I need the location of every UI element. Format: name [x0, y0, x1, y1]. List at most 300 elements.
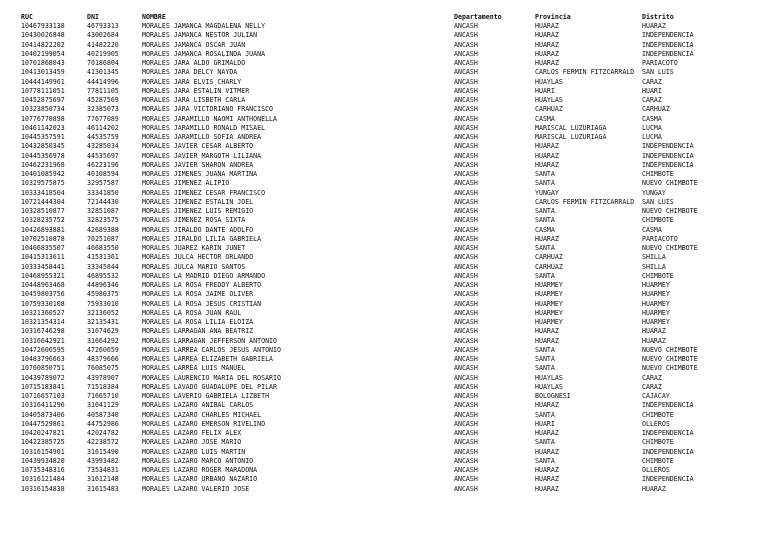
distrito-cell: HUARAZ	[642, 336, 666, 345]
dni-cell: 32823575	[87, 216, 119, 225]
provincia-cell: HUARI	[535, 86, 555, 95]
ruc-cell: 10462231968	[21, 160, 65, 169]
provincia-cell: HUARAZ	[535, 31, 559, 40]
dni-cell: 76085075	[87, 364, 119, 373]
provincia-cell: SANTA	[535, 271, 555, 280]
table-row	[21, 374, 761, 383]
table-row	[21, 337, 761, 346]
table-row	[21, 392, 761, 401]
nombre-cell: MORALES LAZARO EMERSON RIVELINO	[142, 419, 266, 428]
departamento-cell: ANCASH	[454, 216, 478, 225]
dni-cell: 32136052	[87, 308, 119, 317]
provincia-cell: SANTA	[535, 207, 555, 215]
table-row	[21, 429, 761, 438]
nombre-cell: MORALES LA ROSA FREDDY ALBERTO	[142, 281, 262, 289]
table-row	[21, 327, 761, 336]
departamento-cell: ANCASH	[454, 364, 478, 373]
distrito-cell: CASMA	[642, 114, 662, 123]
ruc-cell: 10461142023	[21, 123, 65, 132]
dni-cell: 77811105	[87, 86, 119, 95]
distrito-cell: NUEVO CHIMBOTE	[642, 364, 698, 373]
ruc-cell: 10321354314	[21, 318, 65, 326]
ruc-cell: 10316411296	[21, 401, 65, 410]
dni-cell: 41301345	[87, 68, 119, 77]
table-row	[21, 22, 761, 31]
provincia-cell: HUARAZ	[535, 447, 559, 456]
provincia-cell: MARISCAL LUZURIAGA	[535, 123, 607, 132]
dni-cell: 48379666	[87, 355, 119, 363]
table-row	[21, 198, 761, 207]
provincia-cell: HUARAZ	[535, 475, 559, 484]
distrito-cell: NUEVO CHIMBOTE	[642, 345, 698, 354]
table-row	[21, 272, 761, 281]
dni-cell: 42238572	[87, 438, 119, 447]
dni-cell: 40587340	[87, 410, 119, 419]
provincia-cell: HUARAZ	[535, 49, 559, 58]
departamento-cell: ANCASH	[454, 447, 478, 456]
distrito-cell: HUARI	[642, 86, 662, 95]
dni-cell: 71665710	[87, 392, 119, 400]
dni-cell: 43978907	[87, 373, 119, 382]
ruc-cell: 10316154838	[21, 484, 65, 493]
departamento-cell: ANCASH	[454, 253, 478, 262]
departamento-cell: ANCASH	[454, 86, 478, 95]
ruc-cell: 10735348316	[21, 466, 65, 474]
departamento-cell: ANCASH	[454, 466, 478, 474]
distrito-cell: OLLEROS	[642, 466, 670, 474]
ruc-cell: 10328235752	[21, 216, 65, 225]
table-row	[21, 152, 761, 161]
nombre-cell: MORALES JAMANCA NESTOR JULIAN	[142, 31, 258, 40]
departamento-cell: ANCASH	[454, 31, 478, 40]
provincia-cell: SANTA	[535, 364, 555, 373]
distrito-cell: SAN LUIS	[642, 197, 674, 206]
dni-cell: 45287569	[87, 96, 119, 104]
table-row	[21, 50, 761, 59]
ruc-cell: 10439789072	[21, 373, 65, 382]
nombre-cell: MORALES LAVERIO GABRIELA LIZBETH	[142, 392, 270, 400]
provincia-cell: MARISCAL LUZURIAGA	[535, 133, 607, 141]
table-row	[21, 253, 761, 262]
provincia-cell: HUAYLAS	[535, 373, 563, 382]
nombre-cell: MORALES JIMENES JUANA MARTINA	[142, 170, 258, 178]
distrito-cell: CHIMBOTE	[642, 170, 674, 178]
dni-cell: 33345844	[87, 262, 119, 271]
provincia-cell: CARLOS FERMIN FITZCARRALD	[535, 68, 635, 77]
ruc-cell: 10483796663	[21, 355, 65, 363]
dni-cell: 45980375	[87, 290, 119, 299]
ruc-cell: 10452875697	[21, 96, 65, 104]
departamento-cell: ANCASH	[454, 271, 478, 280]
ruc-cell: 10422385725	[21, 438, 65, 447]
departamento-cell: ANCASH	[454, 392, 478, 400]
table-row	[21, 142, 761, 151]
nombre-cell: MORALES JARA VICTORIANO FRANCISCO	[142, 105, 274, 114]
dni-cell: 43285034	[87, 142, 119, 151]
table-row	[21, 383, 761, 392]
dni-cell: 70186804	[87, 59, 119, 67]
departamento-cell: ANCASH	[454, 336, 478, 345]
table-row	[21, 179, 761, 188]
nombre-cell: MORALES JAVIER CESAR ALBERTO	[142, 142, 254, 151]
departamento-cell: ANCASH	[454, 68, 478, 77]
nombre-cell: MORALES JARA DELCY NAYDA	[142, 68, 238, 77]
distrito-cell: CARAZ	[642, 382, 662, 391]
distrito-cell: CARAZ	[642, 96, 662, 104]
provincia-cell: HUAYLAS	[535, 77, 563, 86]
dni-cell: 77677089	[87, 114, 119, 123]
ruc-cell: 10323850734	[21, 105, 65, 114]
distrito-cell: HUARMEY	[642, 281, 670, 289]
ruc-cell: 10445357591	[21, 133, 65, 141]
dni-cell: 43002684	[87, 31, 119, 40]
provincia-cell: HUARMEY	[535, 308, 563, 317]
nombre-cell: MORALES JAVIER SHARON ANDREA	[142, 160, 254, 169]
provincia-cell: HUAYLAS	[535, 96, 563, 104]
nombre-cell: MORALES JUAREZ KARIN JUNET	[142, 244, 246, 252]
provincia-cell: CARHUAZ	[535, 262, 563, 271]
nombre-cell: MORALES LAZARO FELIX ALEX	[142, 429, 242, 437]
dni-cell: 46683550	[87, 244, 119, 252]
table-row	[21, 346, 761, 355]
distrito-cell: HUARMEY	[642, 299, 670, 308]
table-row	[21, 226, 761, 235]
nombre-cell: MORALES LA ROSA JUAN RAUL	[142, 308, 242, 317]
ruc-cell: 10715183841	[21, 382, 65, 391]
distrito-cell: YUNGAY	[642, 188, 666, 197]
table-row	[21, 170, 761, 179]
dni-cell: 70251087	[87, 234, 119, 243]
provincia-cell: SANTA	[535, 179, 555, 188]
ruc-cell: 10333418504	[21, 188, 65, 197]
ruc-cell: 10448963468	[21, 281, 65, 289]
distrito-cell: OLLEROS	[642, 419, 670, 428]
dni-cell: 32957587	[87, 179, 119, 188]
provincia-cell: SANTA	[535, 170, 555, 178]
ruc-cell: 10467933138	[21, 22, 65, 30]
distrito-cell: HUARAZ	[642, 22, 666, 30]
distrito-cell: PARIACOTO	[642, 59, 678, 67]
nombre-cell: MORALES LAZARO MARCO ANTONIO	[142, 456, 254, 465]
table-row	[21, 189, 761, 198]
table-row	[21, 448, 761, 457]
distrito-cell: HUARAZ	[642, 327, 666, 336]
departamento-cell: ANCASH	[454, 438, 478, 447]
header-nombre: NOMBRE	[142, 13, 166, 21]
table-row	[21, 457, 761, 466]
nombre-cell: MORALES LAZARO ROGER MARADONA	[142, 466, 258, 474]
table-row	[21, 96, 761, 105]
provincia-cell: HUARAZ	[535, 466, 559, 474]
departamento-cell: ANCASH	[454, 429, 478, 437]
provincia-cell: HUARAZ	[535, 336, 559, 345]
table-row	[21, 235, 761, 244]
table-row	[21, 466, 761, 475]
nombre-cell: MORALES JAMANCA MAGDALENA NELLY	[142, 22, 266, 30]
table-row	[21, 318, 761, 327]
provincia-cell: CARHUAZ	[535, 105, 563, 114]
dni-cell: 33341850	[87, 188, 119, 197]
dni-cell: 73534831	[87, 466, 119, 474]
nombre-cell: MORALES JIMENEZ ALIPIO	[142, 179, 230, 188]
distrito-cell: CHIMBOTE	[642, 456, 674, 465]
distrito-cell: INDEPENDENCIA	[642, 49, 694, 58]
nombre-cell: MORALES LAZARO LUIS MARTIN	[142, 447, 246, 456]
departamento-cell: ANCASH	[454, 345, 478, 354]
ruc-cell: 10759330108	[21, 299, 65, 308]
table-row	[21, 68, 761, 77]
departamento-cell: ANCASH	[454, 234, 478, 243]
table-row	[21, 401, 761, 410]
ruc-cell: 10468955321	[21, 271, 65, 280]
provincia-cell: HUARAZ	[535, 327, 559, 336]
dni-cell: 47260659	[87, 345, 119, 354]
header-provincia: Provincia	[535, 13, 571, 21]
departamento-cell: ANCASH	[454, 49, 478, 58]
ruc-cell: 10721444304	[21, 197, 65, 206]
table-row	[21, 59, 761, 68]
distrito-cell: CHIMBOTE	[642, 438, 674, 447]
table-row	[21, 87, 761, 96]
departamento-cell: ANCASH	[454, 123, 478, 132]
ruc-cell: 10316642921	[21, 336, 65, 345]
ruc-cell: 10430026848	[21, 31, 65, 40]
distrito-cell: HUARMEY	[642, 308, 670, 317]
table-row	[21, 124, 761, 133]
departamento-cell: ANCASH	[454, 207, 478, 215]
dni-cell: 44535697	[87, 151, 119, 160]
provincia-cell: SANTA	[535, 410, 555, 419]
distrito-cell: SAN LUIS	[642, 68, 674, 77]
distrito-cell: INDEPENDENCIA	[642, 142, 694, 151]
nombre-cell: MORALES LA ROSA JESUS CRISTIAN	[142, 299, 262, 308]
provincia-cell: HUARI	[535, 419, 555, 428]
dni-cell: 44752986	[87, 419, 119, 428]
nombre-cell: MORALES LAZARO CHARLES MICHAEL	[142, 410, 262, 419]
ruc-cell: 10328510877	[21, 207, 65, 215]
departamento-cell: ANCASH	[454, 318, 478, 326]
dni-cell: 41482220	[87, 40, 119, 49]
ruc-cell: 10466835507	[21, 244, 65, 252]
table-row	[21, 263, 761, 272]
departamento-cell: ANCASH	[454, 410, 478, 419]
ruc-cell: 10445356978	[21, 151, 65, 160]
distrito-cell: INDEPENDENCIA	[642, 31, 694, 40]
distrito-cell: NUEVO CHIMBOTE	[642, 179, 698, 188]
dni-cell: 32385073	[87, 105, 119, 114]
nombre-cell: MORALES JAVIER MARGOTH LILIANA	[142, 151, 262, 160]
distrito-cell: HUARAZ	[642, 484, 666, 493]
dni-cell: 46793313	[87, 22, 119, 30]
distrito-cell: INDEPENDENCIA	[642, 40, 694, 49]
ruc-cell: 10415313611	[21, 253, 65, 262]
distrito-cell: INDEPENDENCIA	[642, 160, 694, 169]
distrito-cell: HUARMEY	[642, 318, 670, 326]
distrito-cell: LUCMA	[642, 123, 662, 132]
departamento-cell: ANCASH	[454, 373, 478, 382]
table-row	[21, 411, 761, 420]
nombre-cell: MORALES LARREA LUIS MANUEL	[142, 364, 246, 373]
departamento-cell: ANCASH	[454, 419, 478, 428]
distrito-cell: CARHUAZ	[642, 105, 670, 114]
header-dni: DNI	[87, 13, 99, 21]
distrito-cell: NUEVO CHIMBOTE	[642, 355, 698, 363]
provincia-cell: HUARMEY	[535, 290, 563, 299]
departamento-cell: ANCASH	[454, 22, 478, 30]
table-row	[21, 31, 761, 40]
provincia-cell: CASMA	[535, 225, 555, 234]
distrito-cell: HUARMEY	[642, 290, 670, 299]
nombre-cell: MORALES LAVADO GUADALUPE DEL PILAR	[142, 382, 277, 391]
departamento-cell: ANCASH	[454, 96, 478, 104]
table-row	[21, 41, 761, 50]
distrito-cell: CHIMBOTE	[642, 216, 674, 225]
ruc-cell: 10701868043	[21, 59, 65, 67]
provincia-cell: BOLOGNESI	[535, 392, 571, 400]
table-row	[21, 475, 761, 484]
ruc-cell: 10414822202	[21, 40, 65, 49]
departamento-cell: ANCASH	[454, 179, 478, 188]
departamento-cell: ANCASH	[454, 308, 478, 317]
dni-cell: 31615490	[87, 447, 119, 456]
dni-cell: 31664292	[87, 336, 119, 345]
ruc-cell: 10316746298	[21, 327, 65, 336]
table-row	[21, 364, 761, 373]
distrito-cell: NUEVO CHIMBOTE	[642, 244, 698, 252]
records-table	[21, 12, 761, 494]
provincia-cell: HUARAZ	[535, 59, 559, 67]
nombre-cell: MORALES JIRALDO DANTE ADOLFO	[142, 225, 254, 234]
dni-cell: 46895532	[87, 271, 119, 280]
departamento-cell: ANCASH	[454, 114, 478, 123]
departamento-cell: ANCASH	[454, 188, 478, 197]
table-row	[21, 78, 761, 87]
nombre-cell: MORALES JIRALDO LILIA GABRIELA	[142, 234, 262, 243]
provincia-cell: SANTA	[535, 456, 555, 465]
departamento-cell: ANCASH	[454, 133, 478, 141]
departamento-cell: ANCASH	[454, 382, 478, 391]
ruc-cell: 10333458441	[21, 262, 65, 271]
ruc-cell: 10439934820	[21, 456, 65, 465]
ruc-cell: 10716657103	[21, 392, 65, 400]
ruc-cell: 10402199054	[21, 49, 65, 58]
dni-cell: 71518384	[87, 382, 119, 391]
provincia-cell: SANTA	[535, 355, 555, 363]
departamento-cell: ANCASH	[454, 355, 478, 363]
header-row	[21, 12, 761, 22]
distrito-cell: CHIMBOTE	[642, 271, 674, 280]
nombre-cell: MORALES LAZARO ANIBAL CARLOS	[142, 401, 254, 410]
provincia-cell: SANTA	[535, 216, 555, 225]
distrito-cell: SHILLA	[642, 253, 666, 262]
nombre-cell: MORALES JULCA MARIO SANTOS	[142, 262, 246, 271]
distrito-cell: CARAZ	[642, 373, 662, 382]
dni-cell: 46223196	[87, 160, 119, 169]
distrito-cell: CARAZ	[642, 77, 662, 86]
dni-cell: 44414996	[87, 77, 119, 86]
provincia-cell: HUAYLAS	[535, 382, 563, 391]
table-row	[21, 244, 761, 253]
departamento-cell: ANCASH	[454, 151, 478, 160]
dni-cell: 40108594	[87, 170, 119, 178]
header-ruc: RUC	[21, 13, 33, 21]
nombre-cell: MORALES LAZARO VALERIO JOSE	[142, 484, 250, 493]
provincia-cell: HUARAZ	[535, 484, 559, 493]
provincia-cell: HUARAZ	[535, 401, 559, 410]
distrito-cell: SHILLA	[642, 262, 666, 271]
provincia-cell: HUARAZ	[535, 160, 559, 169]
dni-cell: 75933010	[87, 299, 119, 308]
nombre-cell: MORALES JARAMILLO SOFIA ANDREA	[142, 133, 262, 141]
ruc-cell: 10413013459	[21, 68, 65, 77]
departamento-cell: ANCASH	[454, 77, 478, 86]
table-row	[21, 216, 761, 225]
departamento-cell: ANCASH	[454, 225, 478, 234]
table-row	[21, 290, 761, 299]
provincia-cell: CASMA	[535, 114, 555, 123]
distrito-cell: NUEVO CHIMBOTE	[642, 207, 698, 215]
ruc-cell: 10447529861	[21, 419, 65, 428]
distrito-cell: INDEPENDENCIA	[642, 429, 694, 437]
distrito-cell: CHIMBOTE	[642, 410, 674, 419]
dni-cell: 31615483	[87, 484, 119, 493]
ruc-cell: 10321360527	[21, 308, 65, 317]
departamento-cell: ANCASH	[454, 401, 478, 410]
table-row	[21, 105, 761, 114]
provincia-cell: HUARMEY	[535, 318, 563, 326]
distrito-cell: CAJACAY	[642, 392, 670, 400]
table-row	[21, 438, 761, 447]
dni-cell: 72144430	[87, 197, 119, 206]
dni-cell: 31641129	[87, 401, 119, 410]
table-row	[21, 161, 761, 170]
nombre-cell: MORALES JARAMILLO RONALD MISAEL	[142, 123, 266, 132]
table-row	[21, 300, 761, 309]
nombre-cell: MORALES JIMENEZ CESAR FRANCISCO	[142, 188, 266, 197]
departamento-cell: ANCASH	[454, 160, 478, 169]
departamento-cell: ANCASH	[454, 456, 478, 465]
nombre-cell: MORALES JULCA HECTOR ORLANDO	[142, 253, 254, 262]
departamento-cell: ANCASH	[454, 59, 478, 67]
nombre-cell: MORALES LARRAGAN ANA BEATRIZ	[142, 327, 254, 336]
ruc-cell: 10316121484	[21, 475, 65, 484]
dni-cell: 44896346	[87, 281, 119, 289]
ruc-cell: 10776770898	[21, 114, 65, 123]
ruc-cell: 10426893881	[21, 225, 65, 234]
header-distrito: Distrito	[642, 13, 674, 21]
provincia-cell: SANTA	[535, 345, 555, 354]
dni-cell: 42689388	[87, 225, 119, 234]
nombre-cell: MORALES JIMENEZ LUIS REMIGIO	[142, 207, 254, 215]
table-body	[21, 22, 761, 494]
nombre-cell: MORALES LAZARO JOSE MARIO	[142, 438, 242, 447]
header-departamento: Departamento	[454, 13, 502, 21]
departamento-cell: ANCASH	[454, 142, 478, 151]
provincia-cell: YUNGAY	[535, 188, 559, 197]
table-row	[21, 420, 761, 429]
departamento-cell: ANCASH	[454, 281, 478, 289]
departamento-cell: ANCASH	[454, 262, 478, 271]
departamento-cell: ANCASH	[454, 475, 478, 484]
departamento-cell: ANCASH	[454, 484, 478, 493]
distrito-cell: INDEPENDENCIA	[642, 475, 694, 484]
ruc-cell: 10401085942	[21, 170, 65, 178]
departamento-cell: ANCASH	[454, 170, 478, 178]
table-row	[21, 115, 761, 124]
nombre-cell: MORALES LARREA ELIZABETH GABRIELA	[142, 355, 274, 363]
departamento-cell: ANCASH	[454, 299, 478, 308]
table-row	[21, 355, 761, 364]
